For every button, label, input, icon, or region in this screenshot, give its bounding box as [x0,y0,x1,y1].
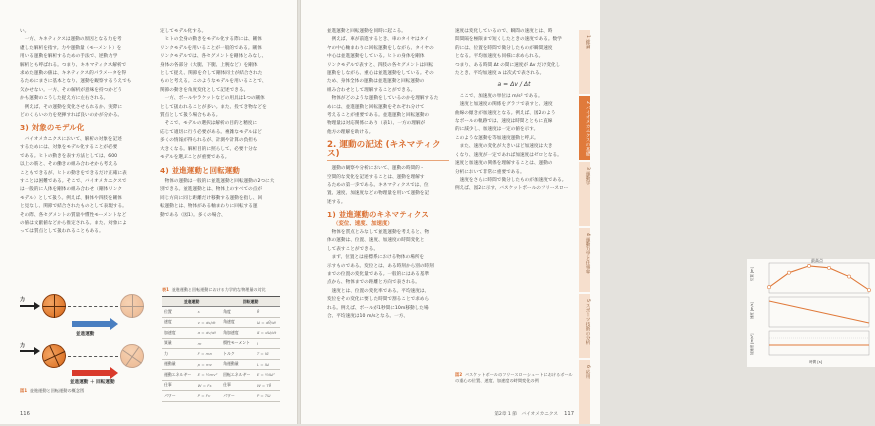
table-cell: 角運動量 [221,359,255,370]
table-cell: 仕事 [162,380,196,391]
table-header: 回転運動 [221,297,280,307]
table-cell: E = ½Iω² [255,370,280,381]
text-line: 求めた運動の値は、キネティクス的パラメータを得 [20,71,127,77]
table-cell: p = mv [196,359,221,370]
right-page [301,0,823,424]
text-line: まず、位置とは座標系における物体の場所を [327,255,425,261]
y-label-velocity: 速度 [m/s] [750,302,754,319]
text-line: なボールの軌跡では、速度は時間とともに直線 [455,119,553,125]
text-line: たとき、平均加速度 a は次式で表される。 [455,71,545,77]
table-cell: P = Tω [255,391,280,402]
text-line: 例えば、その運動を変化させられるか、実際に [20,104,123,110]
ball-icon [120,294,144,318]
right-col-2 [455,28,573,194]
text-line: 物理量は対応関係にあり（表1）、一方の理解が [327,121,426,127]
text-line: 速度と加速度の関係をグラフで表すと、速度 [455,102,553,108]
text-line: するためには、対象をモデル化することが必要 [20,145,118,151]
text-line: ヒトの全身の動きをモデル化する際には、剛体 [160,37,262,43]
table-row [162,338,280,349]
table-cell: E = ½mv² [196,370,221,381]
col3-para4 [327,229,449,321]
text-line: 組み合わせとして理解することができる。 [327,87,416,93]
text-line: その際、各セグメントの質量や慣性モーメントなど [20,212,127,218]
table-row [162,370,280,381]
force-label: 力 [20,297,26,303]
text-line: 欠かせない。一方、その解析が意味を持つかどう [20,87,123,93]
chapter-tab-1[interactable]: 1 総論 [579,30,590,94]
text-line: い。 [20,29,30,34]
text-line: 例えば、車が前進するとき、車のタイヤはタイ [327,37,429,43]
text-line: は一般的に人体を剛体の組み合わせ（剛体リンク [20,187,123,193]
text-line: 的に減少し、加速度は一定の値を示す。 [455,127,539,133]
motion-arrow [72,321,112,327]
text-line: 関節の動きを角度変化として記述できる。 [160,87,249,93]
ball-icon [38,340,70,372]
text-line: 中心は並進運動をしている。ヒトの身体を剛体 [327,54,425,60]
data-point [827,266,830,269]
text-line: 空間的な変化を記述することは、運動を理解す [327,174,425,180]
table-cell: 力 [162,349,196,360]
chapter-tab-5[interactable]: 5 スポーツ技術の分析 [579,294,590,358]
text-line: リンクモデルで表すと、四肢の各セグメントは回転 [327,62,434,68]
table-cell: トルク [221,349,255,360]
col4-para1 [455,28,573,78]
text-line: 用いる運動を解析するための手法で、逆動力学 [20,54,118,60]
text-line: 別できる。並進運動とは、物体上のすべての点が [160,187,263,193]
table-cell: ω = dθ/dt [255,317,280,328]
data-point [867,289,870,292]
col3-para3 [327,165,449,207]
text-line: ため、身体全体の運動は並進運動と回転運動の [327,79,425,85]
table-cell: s [196,307,221,318]
text-line: までの位置の変化量である。一般的にはある基準 [327,271,430,277]
x-axis-label: 時間 [s] [809,360,823,364]
table-number: 表1 [162,287,169,292]
text-line: ヤの中心軸まわりに回転運動をしながら、タイヤの [327,45,434,51]
chapter-tab-6[interactable]: 6 応用 [579,360,590,424]
table-row [162,307,280,318]
text-line: 並進運動と回転運動を同時に起こる。 [327,29,406,34]
table-cell: T = Iα [255,349,280,360]
col2-para2 [160,120,285,162]
caption-text: バスケットボールのフリースローシュートにおけるボールの重心の位置、速度、加速度の時間変化の例 [455,372,573,383]
col4-para3 [455,177,573,194]
text-line: リンクモデルでは、各セグメントを剛体とみなし、 [160,54,267,60]
text-line: つまり、ある時間 Δt の間に速度が Δv だけ変化し [455,62,561,68]
page-number-right: 117 [564,411,574,417]
text-line: 置、速度、加速度などの物理量を用いて運動を記 [327,191,430,197]
text-line: 運動の観察や分析において、運動の時間的・ [327,166,425,172]
col3-para2 [327,95,449,137]
arrow-head-icon [110,318,118,330]
table-row [162,317,280,328]
text-line: また、速度の変化が大きいほど加速度は大き [455,144,553,150]
table-cell: 速度 [162,317,196,328]
table-cell: W = Tθ [255,380,280,391]
table-cell: 質量 [162,338,196,349]
arrow-head-icon [34,302,40,310]
text-line: 体の運動は、位置、速度、加速度の時間変化と [327,238,425,244]
table-header: 並進運動 [162,297,221,307]
text-line: そこで、モデルの選択は解析の目的と精度に [160,121,258,127]
text-line: 大きくなる。解析目的に照らして、必要十分な [160,146,258,152]
table-cell: a = dv/dt [196,328,221,339]
text-line: 身体の各部分（大腿、下腿、上腕など）を剛体 [160,62,258,68]
text-line: モデルを選ぶことが重要である。 [160,155,230,161]
text-line: 速度とは、位置の変化率である。平均速度は、 [327,288,430,294]
text-line: 多くの情報が得られるが、計測や計算の負担も [160,138,258,144]
text-line: かも運動のこうした捉え方に左右される。 [20,96,109,102]
col1-para1 [20,28,150,120]
figure-1 [20,292,154,396]
y-label-position: 位置 [m] [750,267,754,281]
text-line: 定してモデル化する。 [160,29,207,34]
text-line: 物体がどのような運動をしているのかを理解するた [327,96,439,102]
figure-number: 図1 [20,388,28,393]
text-line: して表すことができる。 [327,246,379,252]
text-line: 物体を質点とみなして並進運動を考えると、物 [327,229,430,235]
table-cell: W = Fs [196,380,221,391]
table-row [162,391,280,402]
path-line [68,306,118,307]
text-line: 述する。 [327,199,346,205]
left-col-2 [160,28,285,220]
table-cell: m [196,338,221,349]
text-line: 質点として扱う場合もある。 [160,113,221,119]
chapter-tab-4[interactable]: 4 運動力学と仕事率 [579,228,590,292]
text-line: 間間隔を極限まで短くしたときの速度である。数学 [455,37,562,43]
page-number-left: 116 [20,411,30,417]
table-cell: P = Fv [196,391,221,402]
table-row [162,328,280,339]
table-cell: 運動量 [162,359,196,370]
text-line: リンクモデルを用いることが一般的である。剛体 [160,45,262,51]
right-col-1 [327,28,449,321]
force-label: 力 [20,343,26,349]
text-line: となる。平均加速度も同様に求められる。 [455,54,544,60]
arrow-head-icon [34,347,40,355]
path-line [68,356,118,357]
section-heading-model: 3) 対象のモデル化 [20,123,85,133]
text-line: ここで、加速度の単位は m/s² である。 [455,93,543,99]
table-cell: v = ds/dt [196,317,221,328]
table-cell: 角加速度 [221,328,255,339]
text-line: 変位をその変化に要した時間で割ることで求めら [327,297,430,303]
ball-icon [115,339,148,372]
table-cell: 加速度 [162,328,196,339]
text-line: 運動をしながら、重心は並進運動をしている。その [327,71,434,77]
text-line: 一方、ボールやラケットなどの用具は1つの剛体 [160,96,265,102]
col1-para2 [20,136,150,237]
chapter-tab-3[interactable]: 3 運動学 [579,162,590,226]
chapter-tabs [579,30,600,426]
text-line: 一方、キネティクスは運動の原因となる力を考 [20,37,122,43]
text-line: 速度をさらに時間で微分したものが加速度である。 [455,177,567,183]
running-header: 第2章 1 節 バイオメカニクス [494,412,558,417]
table-row [162,349,280,360]
text-line: 考えることが重要である。並進運動と回転運動の [327,113,430,119]
table-1 [162,296,280,402]
text-line: 速度は変化しているので、瞬間の速度とは、時 [455,29,553,34]
subsection-subheading: （変位、速度、加速度） [333,220,393,227]
ball-icon [42,294,66,318]
table-cell: パワー [162,391,196,402]
subsection-heading-translation-kinematics: 1) 並進運動のキネマティクス [327,210,429,220]
text-line: 応じて適切に行う必要がある。複雑なモデルほど [160,129,262,135]
figure-2-graph [747,259,875,367]
table-cell: 運動エネルギー [162,370,196,381]
figure-1-caption [20,388,160,394]
peak-label: 最高点 [811,258,823,263]
table-cell: 回転エネルギー [221,370,255,381]
left-page [0,0,297,424]
col4-para2 [455,93,573,177]
text-line: 以上の筋と、その働きの組み合わせから考える [20,162,118,168]
text-line: 速度と加速度の関係を理解することは、運動の [455,161,553,167]
text-line: 転運動とは、物体がある軸まわりに回転する運 [160,204,258,210]
text-line: 示すものである。変位とは、ある時刻から別の時刻 [327,263,434,269]
table-cell: 角度 [221,307,255,318]
table-row [162,359,280,370]
col2-para1 [160,28,285,120]
equation: a = Δv / Δt [497,81,531,89]
text-line: と見なし、関節で結合されたものとして表現する。 [20,204,127,210]
caption-text: 並進運動と回転運動における力学的な物理量の対比 [171,287,266,292]
figure-2-caption [455,372,575,384]
text-line: こともできるが、ヒトの動きをできるだけ正確に表 [20,170,127,176]
section-heading-kinematics: 2. 運動の記述 (キネマティクス) [327,141,449,161]
text-line: モデル）として扱う。例えば、胴体や四肢を剛体 [20,195,122,201]
left-col-1 [20,28,150,237]
table-cell: パワー [221,391,255,402]
text-line: バイオメカニクスにおいて、解析の対象を記述 [20,136,122,142]
text-line: である。ヒトの動きを表す方法としては、600 [20,153,118,159]
text-line: 解析とも呼ばれる。つまり、キネマティクス解析で [20,62,127,68]
text-line: るためにまさに基本となり、運動を観察するうえでも [20,79,132,85]
text-line: どのくらいの力を発揮すれば良いのかが分かる。 [20,113,123,119]
table-cell: L = Iω [255,359,280,370]
arrow-head-icon [110,367,118,379]
text-line: れる。例えば、ボールが1秒間に10m移動した場 [327,305,429,311]
col2-para3 [160,178,285,220]
text-line: として捉え、関節を介して剛体同士が結合された [160,71,263,77]
chapter-tab-2[interactable]: 2 バイオメカニクスの基礎 [579,96,590,160]
text-line: 同じ方向に同じ距離だけ移動する運動を指し、回 [160,195,263,201]
text-line: 曲線の傾きが加速度となる。例えば、図2のよう [455,110,556,116]
text-line: 例えば、図2に示す、バスケットボールのフリースロー [455,186,569,192]
text-line: すことは困難である。そこで、バイオメカニクスで [20,178,127,184]
text-line: 動である（図1）。多くの場合、 [160,212,226,218]
col3-para1 [327,28,449,95]
data-point [767,286,770,289]
table-cell: 慣性モーメント [221,338,255,349]
text-line: 他方の理解を助ける。 [327,129,374,135]
table-cell: θ [255,307,280,318]
text-line: 的には、位置を時間で微分したものが瞬間速度 [455,45,553,51]
text-line: 分析において非常に重要である。 [455,169,525,175]
label-translation-rotation: 並進運動 ＋ 回転運動 [70,380,115,385]
text-line: このような運動を等加速度運動と呼ぶ。 [455,135,539,141]
table-1-caption [162,287,280,293]
text-line: くなり、速度が一定であれば加速度はゼロとなる。 [455,152,562,158]
table-cell: α = dω/dt [255,328,280,339]
label-translation: 並進運動 [76,332,95,337]
text-line: るための第一歩である。キネマティクスでは、位 [327,182,429,188]
table-cell: F = ma [196,349,221,360]
text-line: 慮した解析を指す。力や運動量（モーメント）を [20,45,122,51]
figure-number: 図2 [455,372,463,377]
text-line: 点から、物体までの距離と方向で表される。 [327,280,420,286]
data-point [787,271,790,274]
table-cell: 仕事 [221,380,255,391]
text-line: 物体の運動は一般的に並進運動と回転運動の2つに大 [160,178,275,184]
motion-arrow [72,370,112,376]
table-cell: 位置 [162,307,196,318]
table-cell: 角速度 [221,317,255,328]
caption-text: 並進運動と回転運動の概念図 [29,388,85,393]
section-heading-translation-rotation: 4) 並進運動と回転運動 [160,165,241,175]
table-row [162,380,280,391]
text-line: めには、並進運動と回転運動をそれぞれ分けて [327,104,425,110]
data-point [847,275,850,278]
table-cell: I [255,338,280,349]
data-point [807,264,810,267]
text-line: っては質点として扱われることもある。 [20,229,104,235]
text-line: 合、平均速度は10 m/sとなる。一方、 [327,314,409,319]
y-label-acceleration: 加速度 [m/s²] [750,333,754,355]
text-line: として扱われることが多い。また、投てき物などを [160,104,267,110]
text-line: ものと考える。このようなモデルを用いることで、 [160,79,267,85]
table-body [162,307,280,402]
text-line: の値は文献値などから推定される。また、対象によ [20,220,127,226]
